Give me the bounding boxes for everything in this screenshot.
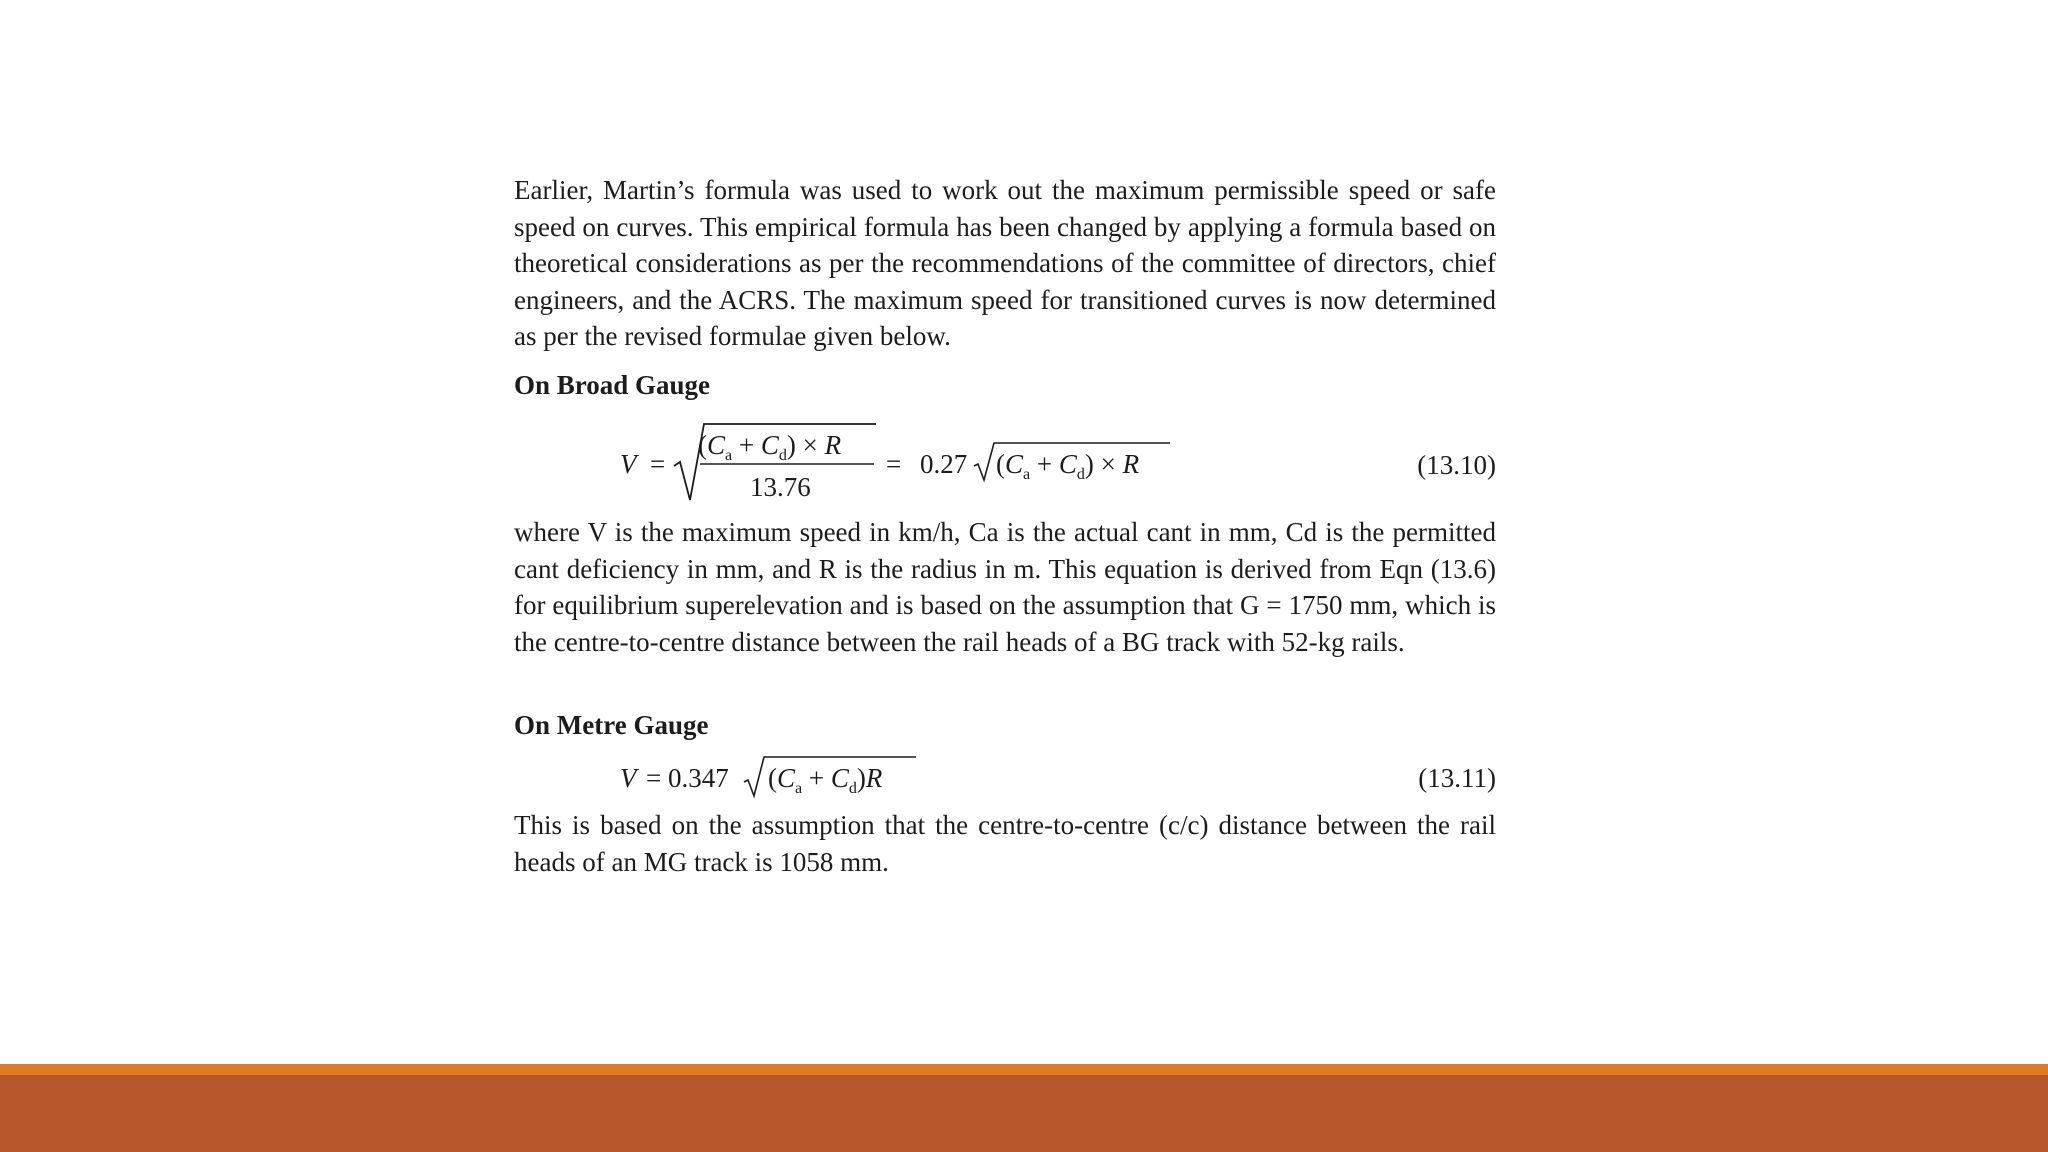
metre-gauge-explanation: This is based on the assumption that the centre-to-centre (c/c) distance between the rail heads of an MG track is 1058 mm. [514, 810, 1496, 877]
svg-text:=: = [886, 449, 902, 479]
intro-paragraph: Earlier, Martin’s formula was used to work out the maximum permissible speed or safe speed on curves. This empirical formula has been changed by applying a formula based on theoretical considerations as per the recommendations of the committee of directors, chief engineers, and the ACRS. The maximum speed for transitioned curves is now determined as per the revised formulae given below. [514, 175, 1496, 351]
broad-gauge-heading: On Broad Gauge [514, 370, 711, 400]
svg-text:13.76: 13.76 [750, 472, 811, 502]
equation-number-13-11: (13.11) [1418, 763, 1496, 793]
broad-gauge-formula [616, 418, 1176, 506]
metre-gauge-formula [616, 752, 936, 800]
svg-text:V: V [620, 449, 637, 479]
svg-text:0.27: 0.27 [920, 449, 968, 479]
footer-accent-bar [0, 1064, 2048, 1075]
metre-gauge-heading: On Metre Gauge [514, 710, 709, 740]
equation-number-13-10: (13.10) [1417, 450, 1496, 480]
svg-text:=: = [650, 449, 666, 479]
svg-text:(Ca + Cd)R: $(C_a + C_d)R$ [768, 763, 883, 797]
svg-text:(Ca + Cd) × R: $(C_a + C_d) \times R$ [996, 449, 1140, 483]
svg-text:= 0.347: = 0.347 [646, 763, 729, 793]
footer-bar [0, 1075, 2048, 1152]
svg-text:(Ca + Cd) × R: $(C_a + C_d) \times R$ [698, 430, 842, 464]
svg-text:V: V [620, 763, 637, 793]
broad-gauge-explanation: where V is the maximum speed in km/h, Ca is the actual cant in mm, Cd is the permitted cant deficiency in mm, and R is the radius in m. This equation is derived from Eqn (13.6) for equilibrium superelevation and is based on the assumption that G = 1750 mm, which is the centre-to-centre distance between the rail heads of a BG track with 52-kg rails. [514, 517, 1496, 657]
